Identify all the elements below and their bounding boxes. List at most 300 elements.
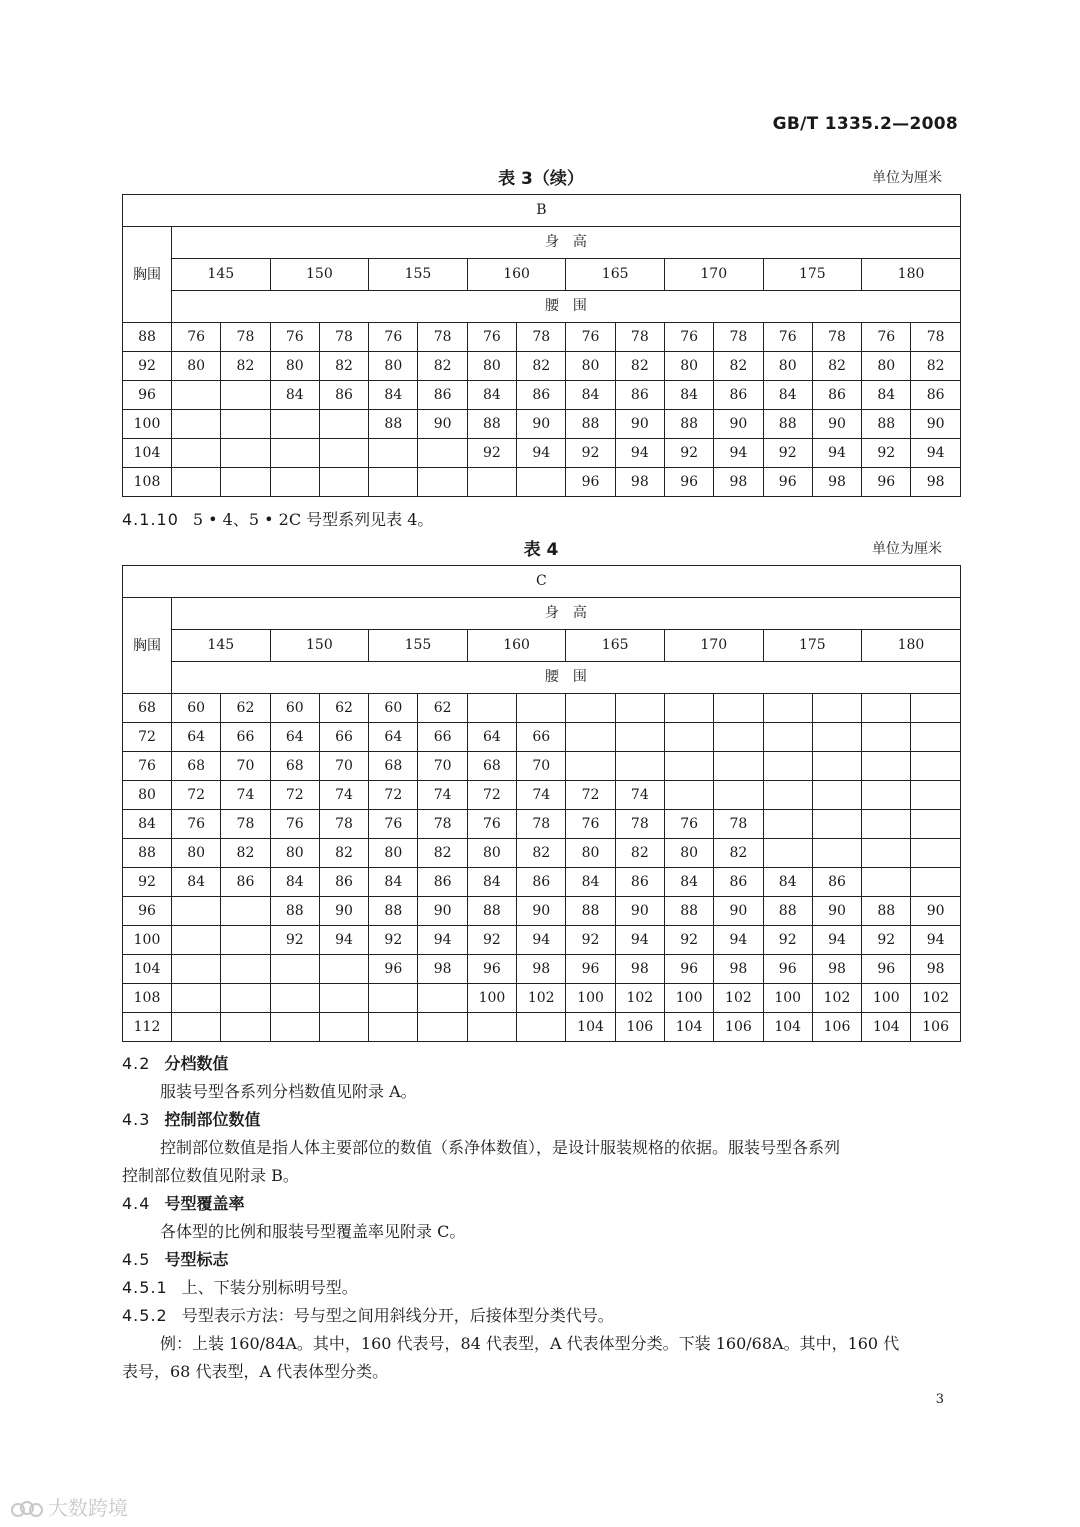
waist-cell: 86 (615, 868, 664, 897)
waist-cell: 78 (517, 323, 566, 352)
waist-cell: 88 (467, 410, 516, 439)
waist-cell (270, 955, 319, 984)
chest-cell: 96 (123, 897, 172, 926)
waist-cell: 64 (172, 723, 221, 752)
waist-cell (615, 694, 664, 723)
waist-cell: 80 (862, 352, 911, 381)
waist-cell (319, 439, 368, 468)
waist-cell (812, 752, 861, 781)
waist-cell: 88 (566, 410, 615, 439)
waist-cell: 88 (763, 897, 812, 926)
waist-cell: 66 (319, 723, 368, 752)
waist-cell: 86 (418, 381, 467, 410)
waist-cell: 62 (221, 694, 270, 723)
waist-cell: 100 (566, 984, 615, 1013)
header-row (123, 662, 961, 694)
waist-cell: 88 (566, 897, 615, 926)
waist-cell (517, 468, 566, 497)
waist-cell (270, 410, 319, 439)
waist-cell: 62 (418, 694, 467, 723)
section-title: 分档数值 (164, 1054, 229, 1073)
waist-cell: 70 (221, 752, 270, 781)
waist-cell (812, 810, 861, 839)
waist-cell (566, 723, 615, 752)
waist-cell (467, 694, 516, 723)
waist-cell: 78 (714, 810, 763, 839)
waist-cell: 84 (467, 381, 516, 410)
waist-cell (467, 1013, 516, 1042)
waist-cell: 78 (319, 810, 368, 839)
waist-cell: 100 (862, 984, 911, 1013)
waist-cell (911, 694, 960, 723)
waist-cell: 90 (319, 897, 368, 926)
waist-cell (172, 926, 221, 955)
waist-cell: 98 (812, 468, 861, 497)
waist-cell (714, 781, 763, 810)
waist-cell (615, 752, 664, 781)
waist-cell: 80 (467, 839, 516, 868)
waist-cell: 94 (517, 439, 566, 468)
waist-cell (862, 839, 911, 868)
standard-code: GB/T 1335.2—2008 (772, 114, 958, 134)
waist-cell: 80 (172, 352, 221, 381)
waist-cell (812, 839, 861, 868)
example-line2: 表号，68 代表型，A 代表体型分类。 (122, 1362, 389, 1381)
clause-4-5-2 (122, 1304, 614, 1328)
waist-cell: 94 (812, 926, 861, 955)
heights-row (123, 259, 961, 291)
waist-cell: 82 (517, 839, 566, 868)
waist-cell: 92 (664, 439, 713, 468)
waist-cell: 66 (517, 723, 566, 752)
waist-cell: 84 (664, 868, 713, 897)
section-title: 号型覆盖率 (164, 1194, 245, 1213)
clause-number: 4.1.10 (122, 510, 179, 529)
waist-cell: 92 (862, 439, 911, 468)
waist-cell: 96 (763, 955, 812, 984)
waist-cell: 88 (763, 410, 812, 439)
table-row (123, 810, 961, 839)
waist-cell (319, 468, 368, 497)
table-row (123, 752, 961, 781)
waist-cell (714, 723, 763, 752)
waist-cell: 78 (615, 323, 664, 352)
waist-cell: 80 (369, 839, 418, 868)
waist-cell (221, 984, 270, 1013)
waist-cell: 80 (467, 352, 516, 381)
waist-cell (615, 723, 664, 752)
table-row (123, 955, 961, 984)
waist-cell: 82 (319, 839, 368, 868)
waist-cell: 82 (615, 352, 664, 381)
waist-cell: 102 (911, 984, 960, 1013)
waist-cell: 80 (270, 839, 319, 868)
waist-cell: 76 (467, 323, 516, 352)
clause-text: 号型表示方法：号与型之间用斜线分开，后接体型分类代号。 (181, 1306, 614, 1325)
series-cell: B (123, 195, 961, 227)
waist-cell: 78 (517, 810, 566, 839)
waist-cell: 64 (467, 723, 516, 752)
table-row (123, 868, 961, 897)
table-row (123, 897, 961, 926)
header-row (123, 598, 961, 630)
waist-cell: 68 (270, 752, 319, 781)
waist-cell (319, 410, 368, 439)
waist-cell (172, 955, 221, 984)
waist-cell (664, 752, 713, 781)
clause-4-1-10 (122, 508, 433, 532)
waist-cell: 102 (615, 984, 664, 1013)
section-number: 4.5 (122, 1250, 151, 1269)
clause-text: 上、下装分别标明号型。 (181, 1278, 358, 1297)
waist-cell: 86 (714, 868, 763, 897)
waist-cell (862, 694, 911, 723)
header-row (123, 566, 961, 598)
waist-cell: 96 (566, 955, 615, 984)
chest-cell: 72 (123, 723, 172, 752)
section-4-3-body-line1: 控制部位数值是指人体主要部位的数值（系净体数值），是设计服装规格的依据。服装号型各系列 (160, 1138, 841, 1157)
waist-cell: 94 (615, 439, 664, 468)
section-4-5-heading (122, 1248, 228, 1272)
waist-cell: 68 (467, 752, 516, 781)
waist-cell (221, 1013, 270, 1042)
waist-cell: 106 (911, 1013, 960, 1042)
height-cell: 165 (566, 630, 665, 662)
waist-cell: 76 (566, 323, 615, 352)
waist-cell: 82 (221, 839, 270, 868)
waist-cell (911, 723, 960, 752)
waist-cell (812, 723, 861, 752)
waist-cell: 98 (517, 955, 566, 984)
waist-cell (172, 439, 221, 468)
waist-cell: 86 (615, 381, 664, 410)
waist-cell: 78 (615, 810, 664, 839)
waist-cell (369, 439, 418, 468)
waist-cell: 100 (467, 984, 516, 1013)
waist-cell: 76 (467, 810, 516, 839)
waist-cell: 78 (418, 323, 467, 352)
chest-cell: 96 (123, 381, 172, 410)
waist-cell (566, 694, 615, 723)
height-cell: 155 (369, 630, 468, 662)
chest-cell: 104 (123, 439, 172, 468)
table-row (123, 352, 961, 381)
waist-cell (664, 723, 713, 752)
chest-cell: 92 (123, 352, 172, 381)
waist-cell (418, 468, 467, 497)
waist-cell: 84 (862, 381, 911, 410)
waist-cell (862, 781, 911, 810)
waist-cell: 88 (664, 897, 713, 926)
waist-cell: 60 (172, 694, 221, 723)
waist-cell: 90 (615, 410, 664, 439)
section-title: 号型标志 (164, 1250, 229, 1269)
section-4-3-heading (122, 1108, 260, 1132)
height-cell: 150 (270, 259, 369, 291)
waist-cell (369, 984, 418, 1013)
waist-cell: 84 (763, 868, 812, 897)
waist-cell: 74 (615, 781, 664, 810)
height-label-cell: 身 高 (172, 598, 961, 630)
waist-cell (763, 810, 812, 839)
waist-cell: 98 (911, 468, 960, 497)
waist-cell: 92 (566, 926, 615, 955)
series-cell: C (123, 566, 961, 598)
waist-cell: 60 (369, 694, 418, 723)
waist-cell (221, 439, 270, 468)
waist-cell: 82 (615, 839, 664, 868)
section-4-4-heading (122, 1192, 244, 1216)
waist-cell: 94 (517, 926, 566, 955)
waist-cell: 86 (911, 381, 960, 410)
waist-cell: 92 (270, 926, 319, 955)
waist-cell: 106 (812, 1013, 861, 1042)
waist-cell: 76 (566, 810, 615, 839)
waist-cell (911, 781, 960, 810)
waist-cell: 82 (418, 839, 467, 868)
waist-cell: 80 (270, 352, 319, 381)
waist-cell (418, 439, 467, 468)
waist-cell: 90 (812, 410, 861, 439)
waist-cell: 88 (270, 897, 319, 926)
waist-cell: 90 (418, 410, 467, 439)
waist-cell: 78 (911, 323, 960, 352)
chest-cell: 68 (123, 694, 172, 723)
waist-cell: 72 (369, 781, 418, 810)
waist-cell: 90 (615, 897, 664, 926)
height-cell: 160 (467, 259, 566, 291)
waist-cell: 82 (714, 352, 763, 381)
table-row (123, 1013, 961, 1042)
chest-cell: 88 (123, 839, 172, 868)
waist-cell: 106 (615, 1013, 664, 1042)
table3-unit: 单位为厘米 (872, 170, 942, 186)
waist-cell (172, 410, 221, 439)
waist-cell: 70 (418, 752, 467, 781)
clause-text: 5 • 4、5 • 2C 号型系列见表 4。 (192, 510, 434, 529)
waist-cell: 98 (418, 955, 467, 984)
waist-cell: 104 (763, 1013, 812, 1042)
waist-cell (664, 694, 713, 723)
waist-cell (664, 781, 713, 810)
waist-cell: 76 (763, 323, 812, 352)
waist-cell: 96 (763, 468, 812, 497)
waist-cell: 78 (418, 810, 467, 839)
waist-cell: 100 (664, 984, 713, 1013)
waist-cell: 90 (418, 897, 467, 926)
waist-cell: 80 (664, 839, 713, 868)
waist-cell (517, 694, 566, 723)
waist-cell: 86 (812, 868, 861, 897)
waist-cell: 78 (221, 323, 270, 352)
chest-cell: 84 (123, 810, 172, 839)
waist-cell: 90 (812, 897, 861, 926)
table-row (123, 439, 961, 468)
section-4-2-heading (122, 1052, 228, 1076)
waist-cell: 96 (862, 955, 911, 984)
height-cell: 150 (270, 630, 369, 662)
chest-cell: 92 (123, 868, 172, 897)
waist-cell: 72 (467, 781, 516, 810)
waist-cell: 96 (862, 468, 911, 497)
table-row (123, 468, 961, 497)
watermark-logo-icon (10, 1498, 44, 1520)
height-cell: 175 (763, 259, 862, 291)
waist-cell: 94 (615, 926, 664, 955)
waist-cell: 96 (664, 955, 713, 984)
waist-cell: 62 (319, 694, 368, 723)
table-row (123, 694, 961, 723)
waist-cell: 80 (369, 352, 418, 381)
chest-cell: 112 (123, 1013, 172, 1042)
section-4-3-body-line2: 控制部位数值见附录 B。 (122, 1166, 299, 1185)
waist-label-cell: 腰 围 (172, 291, 961, 323)
waist-cell: 100 (763, 984, 812, 1013)
waist-cell (862, 868, 911, 897)
height-cell: 180 (862, 259, 961, 291)
waist-cell: 84 (566, 868, 615, 897)
waist-cell: 96 (566, 468, 615, 497)
chest-cell: 100 (123, 410, 172, 439)
waist-cell: 98 (615, 468, 664, 497)
waist-cell: 90 (714, 897, 763, 926)
waist-cell: 82 (714, 839, 763, 868)
waist-cell (319, 1013, 368, 1042)
table4-caption-row (122, 535, 960, 559)
chest-cell: 108 (123, 984, 172, 1013)
waist-cell: 94 (911, 926, 960, 955)
section-title: 控制部位数值 (164, 1110, 261, 1129)
waist-cell: 72 (566, 781, 615, 810)
waist-cell: 96 (467, 955, 516, 984)
waist-cell (270, 468, 319, 497)
waist-cell: 90 (911, 410, 960, 439)
waist-cell (418, 984, 467, 1013)
waist-cell (812, 694, 861, 723)
waist-cell: 90 (714, 410, 763, 439)
waist-cell: 106 (714, 1013, 763, 1042)
waist-cell: 76 (172, 810, 221, 839)
waist-cell: 86 (517, 381, 566, 410)
waist-cell: 68 (369, 752, 418, 781)
waist-cell (911, 839, 960, 868)
waist-cell: 76 (172, 323, 221, 352)
waist-cell: 80 (664, 352, 713, 381)
waist-cell: 76 (369, 810, 418, 839)
waist-cell (221, 468, 270, 497)
chest-cell: 76 (123, 752, 172, 781)
chest-cell: 100 (123, 926, 172, 955)
waist-cell: 94 (714, 439, 763, 468)
section-number: 4.4 (122, 1194, 151, 1213)
page-number: 3 (935, 1392, 944, 1407)
example-line1: 例：上装 160/84A。其中，160 代表号，84 代表型，A 代表体型分类。下装 160/68A。其中，160 代 (160, 1334, 900, 1353)
waist-cell: 102 (812, 984, 861, 1013)
waist-cell: 92 (862, 926, 911, 955)
waist-cell: 86 (812, 381, 861, 410)
waist-cell: 98 (714, 468, 763, 497)
waist-cell: 76 (664, 810, 713, 839)
waist-cell: 88 (664, 410, 713, 439)
height-cell: 175 (763, 630, 862, 662)
heights-row (123, 630, 961, 662)
waist-cell (221, 897, 270, 926)
waist-cell: 86 (319, 868, 368, 897)
waist-cell: 82 (812, 352, 861, 381)
waist-cell: 82 (911, 352, 960, 381)
waist-cell (369, 468, 418, 497)
waist-cell (172, 1013, 221, 1042)
waist-cell: 76 (862, 323, 911, 352)
table-row (123, 839, 961, 868)
waist-cell: 104 (664, 1013, 713, 1042)
waist-cell: 80 (172, 839, 221, 868)
waist-cell: 78 (319, 323, 368, 352)
waist-cell (172, 897, 221, 926)
waist-cell: 94 (812, 439, 861, 468)
table3-caption: 表 3（续） (498, 169, 584, 189)
waist-cell: 80 (566, 839, 615, 868)
waist-cell: 88 (369, 410, 418, 439)
height-cell: 145 (172, 630, 271, 662)
waist-cell (319, 955, 368, 984)
waist-cell (714, 752, 763, 781)
waist-label-cell: 腰 围 (172, 662, 961, 694)
waist-cell (862, 723, 911, 752)
waist-cell: 84 (566, 381, 615, 410)
waist-cell: 92 (566, 439, 615, 468)
waist-cell: 80 (763, 352, 812, 381)
height-cell: 165 (566, 259, 665, 291)
height-cell: 170 (664, 259, 763, 291)
waist-cell: 82 (319, 352, 368, 381)
waist-cell: 64 (369, 723, 418, 752)
table-row (123, 926, 961, 955)
waist-cell: 88 (369, 897, 418, 926)
table3 (122, 194, 961, 497)
waist-cell: 82 (221, 352, 270, 381)
waist-cell: 72 (172, 781, 221, 810)
waist-cell: 84 (270, 381, 319, 410)
table-row (123, 323, 961, 352)
waist-cell: 76 (270, 323, 319, 352)
waist-cell: 76 (270, 810, 319, 839)
waist-cell: 84 (270, 868, 319, 897)
waist-cell: 98 (714, 955, 763, 984)
waist-cell: 102 (517, 984, 566, 1013)
waist-cell: 98 (812, 955, 861, 984)
table3-caption-row (122, 164, 960, 188)
waist-cell (270, 1013, 319, 1042)
waist-cell (763, 781, 812, 810)
table4 (122, 565, 961, 1042)
waist-cell: 94 (418, 926, 467, 955)
waist-cell: 92 (467, 439, 516, 468)
waist-cell: 86 (517, 868, 566, 897)
chest-cell: 80 (123, 781, 172, 810)
waist-cell (566, 752, 615, 781)
waist-cell: 84 (172, 868, 221, 897)
waist-cell (911, 868, 960, 897)
waist-cell: 82 (517, 352, 566, 381)
height-cell: 145 (172, 259, 271, 291)
waist-cell: 70 (517, 752, 566, 781)
waist-cell: 98 (615, 955, 664, 984)
waist-cell: 84 (763, 381, 812, 410)
waist-cell: 92 (763, 926, 812, 955)
waist-cell: 92 (369, 926, 418, 955)
waist-cell (270, 984, 319, 1013)
